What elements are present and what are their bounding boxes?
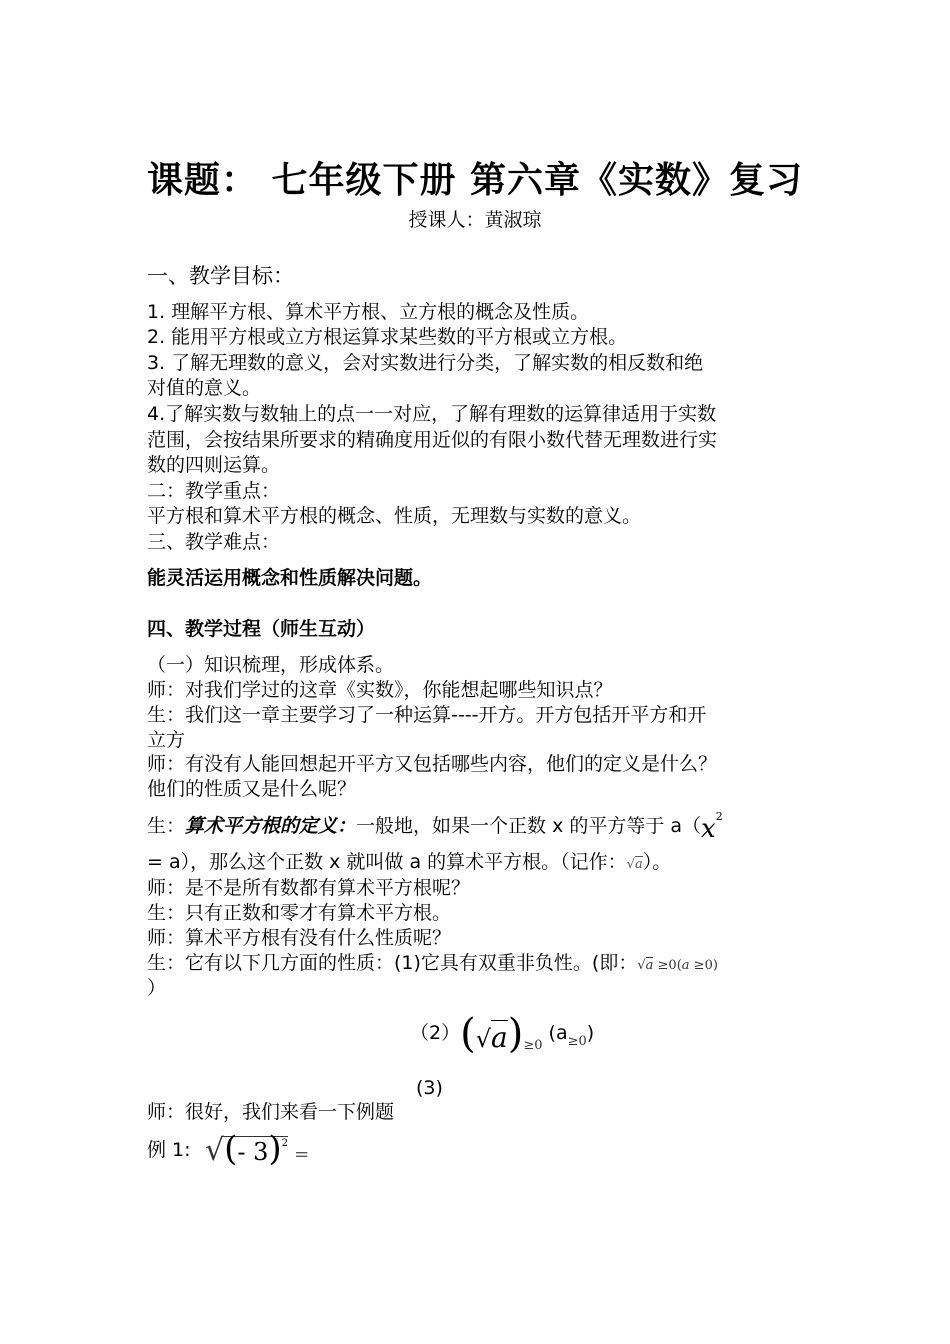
math-ge: ≥0 [523, 1038, 543, 1053]
paren-open: ( [460, 1011, 476, 1057]
math-a: a [634, 857, 643, 872]
dialogue-line: 生：只有正数和零才有算术平方根。 [147, 902, 452, 924]
property-line [147, 951, 718, 978]
goal-item-4: 4.了解实数与数轴上的点一一对应，了解有理数的运算律适用于实数 [147, 403, 717, 425]
definition-term: 算术平方根的定义： [185, 815, 357, 837]
definition-text-2: = a），那么这个正数 x 就叫做 a 的算术平方根。（记作： [147, 851, 627, 873]
difficulty-text: 能灵活运用概念和性质解决问题。 [147, 567, 433, 589]
math-x: x [701, 814, 716, 844]
paren-open: ( [224, 1129, 238, 1169]
condition-close: ) [586, 1022, 595, 1044]
definition-line-2 [147, 850, 671, 877]
goals-heading: 一、教学目标： [147, 264, 294, 288]
dialogue-line: 师：是不是所有数都有算术平方根呢？ [147, 877, 471, 899]
definition-end: ）。 [642, 851, 672, 873]
math-exponent: 2 [715, 810, 723, 823]
focus-heading: 二：教学重点： [147, 480, 281, 502]
paren-close: ) [268, 1129, 282, 1169]
example-inner: - 3 [237, 1138, 269, 1166]
math-a: a [645, 958, 654, 973]
goal-item-4-cont2: 数的四则运算。 [147, 454, 281, 476]
property-close: ） [147, 977, 167, 999]
dialogue-line: 他们的性质又是什么呢？ [147, 778, 357, 800]
dialogue-line: 立方 [147, 729, 186, 751]
example-equals: = [294, 1144, 310, 1165]
example-formula [205, 1129, 310, 1170]
sqrt-icon: √ [637, 958, 646, 973]
dialogue-line: 师：很好，我们来看一下例题 [147, 1101, 395, 1123]
sqrt-icon: √ [205, 1133, 225, 1168]
sqrt-icon: √ [626, 857, 635, 872]
author-line: 授课人：黄淑琼 [408, 209, 542, 231]
process-heading: 四、教学过程（师生互动） [147, 618, 376, 640]
property-2 [410, 1011, 595, 1057]
goal-item-3-cont: 对值的意义。 [147, 377, 262, 399]
page-title: 课题： 七年级下册 第六章《实数》复习 [146, 160, 804, 201]
sqrt-icon: √ [475, 1025, 491, 1053]
process-subheading: （一）知识梳理，形成体系。 [147, 654, 395, 676]
math-a: a [681, 958, 690, 973]
dialogue-line: 师：对我们学过的这章《实数》，你能想起哪些知识点？ [147, 679, 613, 701]
dialogue-line: 师：算术平方根有没有什么性质呢？ [147, 927, 452, 949]
definition-text: 一般地，如果一个正数 x 的平方等于 a（ [356, 815, 702, 837]
example-label: 例 1: [147, 1139, 191, 1161]
goal-item-3: 3. 了解无理数的意义，会对实数进行分类，了解实数的相反数和绝 [147, 352, 704, 374]
math-ge: ≥0) [689, 958, 718, 973]
goal-item-2: 2. 能用平方根或立方根运算求某些数的平方根或立方根。 [147, 326, 628, 348]
property-3-label: (3) [416, 1077, 443, 1099]
condition-open: (a [548, 1022, 568, 1044]
sqrt-notation [627, 856, 643, 872]
goal-item-4-cont1: 范围，会按结果所要求的精确度用近似的有限小数代替无理数进行实 [147, 429, 718, 451]
speaker-label: 生： [147, 815, 186, 837]
difficulty-heading: 三、教学难点： [147, 531, 281, 553]
definition-line [147, 810, 723, 844]
paren-close: ) [507, 1011, 524, 1057]
goal-item-1: 1. 理解平方根、算术平方根、立方根的概念及性质。 [147, 301, 590, 323]
dialogue-line: 生：我们这一章主要学习了一种运算----开方。开方包括开平方和开 [147, 704, 707, 726]
focus-text: 平方根和算术平方根的概念、性质，无理数与实数的意义。 [147, 505, 642, 527]
property-text: 生：它有以下几方面的性质：(1)它具有双重非负性。(即： [147, 952, 638, 974]
property-formula [637, 957, 718, 973]
condition-ge: ≥0 [567, 1034, 587, 1049]
math-a: a [491, 1021, 508, 1054]
math-ge: ≥0( [657, 958, 682, 973]
property-2-label: （2） [410, 1022, 461, 1044]
example-exponent: 2 [281, 1138, 289, 1149]
dialogue-line: 师：有没有人能回想起开平方又包括哪些内容，他们的定义是什么？ [147, 753, 718, 775]
